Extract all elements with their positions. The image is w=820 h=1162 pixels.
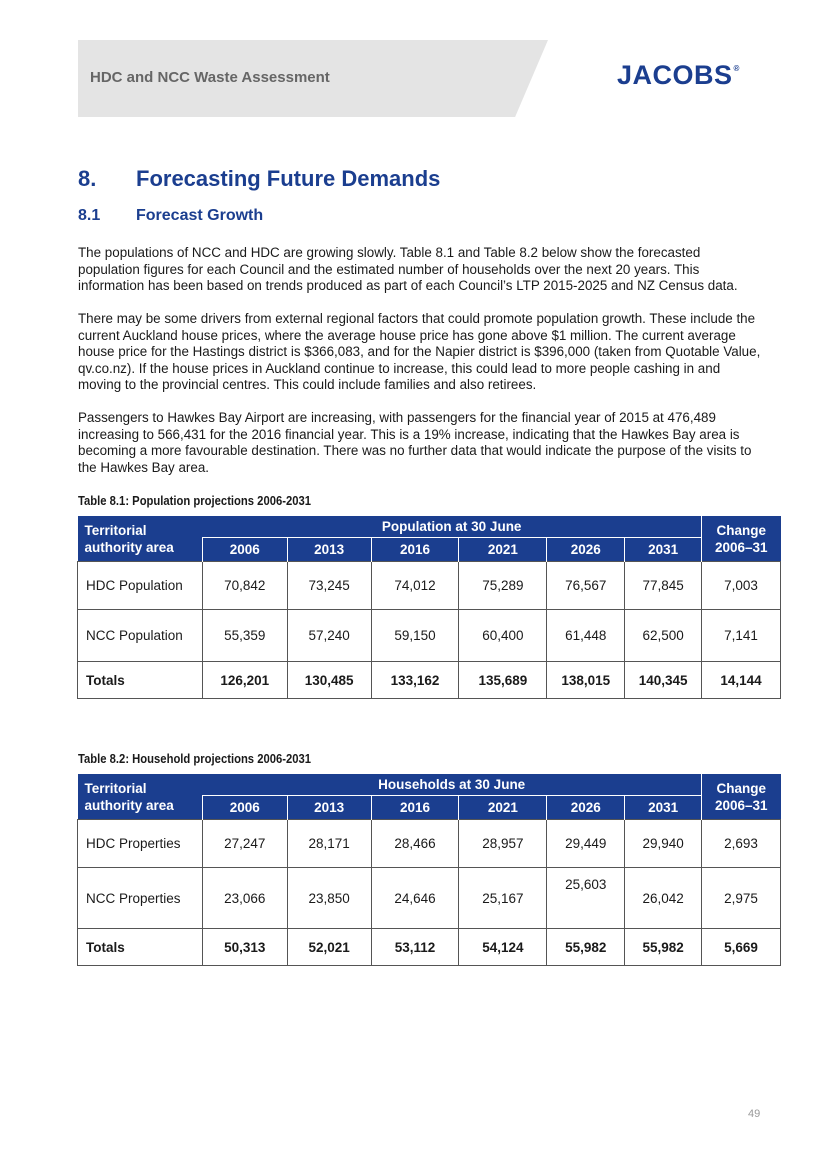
table-cell: 52,021	[287, 929, 371, 966]
change-cell: 2,693	[702, 820, 781, 868]
table-cell: 54,124	[459, 929, 547, 966]
population-table	[77, 516, 781, 699]
table-cell: 75,289	[459, 562, 547, 610]
change-cell: 7,141	[702, 610, 781, 662]
table-cell: 77,845	[625, 562, 702, 610]
row-label: HDC Population	[78, 562, 203, 610]
table-cell: 60,400	[459, 610, 547, 662]
subsection-title: Forecast Growth	[136, 207, 264, 224]
table-cell: 126,201	[202, 662, 287, 699]
document-header-title: HDC and NCC Waste Assessment	[90, 69, 330, 86]
table-row	[78, 868, 781, 929]
year-header: 2006	[202, 796, 287, 820]
table-cell: 53,112	[371, 929, 459, 966]
page-number: 49	[748, 1108, 761, 1120]
table-cell: 25,167	[459, 868, 547, 929]
row-label: Totals	[78, 662, 203, 699]
table-cell: 26,042	[625, 868, 702, 929]
table-cell: 50,313	[202, 929, 287, 966]
table-cell: 23,066	[202, 868, 287, 929]
table-cell: 70,842	[202, 562, 287, 610]
households-group-header: Households at 30 June	[202, 774, 701, 796]
change-cell: 14,144	[702, 662, 781, 699]
logo-text: JACOBS	[617, 60, 733, 90]
area-column-header: Territorial authority area	[78, 516, 203, 562]
year-header: 2016	[371, 538, 459, 562]
year-header: 2021	[459, 796, 547, 820]
change-column-header: Change 2006–31	[702, 516, 781, 562]
subsection-number: 8.1	[78, 207, 101, 224]
table-cell: 61,448	[547, 610, 625, 662]
section-number: 8.	[78, 166, 97, 191]
household-table	[77, 774, 781, 966]
table-cell: 23,850	[287, 868, 371, 929]
table-cell: 76,567	[547, 562, 625, 610]
paragraph-drivers: There may be some drivers from external regional factors that could promote population growth. These include the current Auckland house prices, where the average house price has gone above $1 million. The current average house price for the Hastings district is $366,083, and for the Napier district is $396,000 (taken from Quotable Value, qv.co.nz). If the house prices in Auckland continue to increase, this could lead to more people cashing in and moving to the provincial centres. This could include families and also retirees.	[78, 311, 761, 392]
paragraph-airport: Passengers to Hawkes Bay Airport are increasing, with passengers for the financial year of 2015 at 476,489 increasing to 566,431 for the 2016 financial year. This is a 19% increase, indicating that the Hawkes Bay area is becoming a more favourable destination. There was no further data that would indicate the purpose of the visits to the Hawkes Bay area.	[78, 410, 752, 475]
table-cell: 62,500	[625, 610, 702, 662]
table-cell: 140,345	[625, 662, 702, 699]
year-header: 2026	[547, 796, 625, 820]
section-title: Forecasting Future Demands	[136, 166, 441, 191]
table-cell: 55,982	[625, 929, 702, 966]
totals-row	[78, 662, 781, 699]
table-cell: 133,162	[371, 662, 459, 699]
change-cell: 7,003	[702, 562, 781, 610]
year-header: 2016	[371, 796, 459, 820]
table-row	[78, 562, 781, 610]
population-group-header: Population at 30 June	[202, 516, 701, 538]
registered-mark: ®	[733, 64, 740, 73]
table1-caption: Table 8.1: Population projections 2006-2031	[78, 494, 311, 508]
row-label: NCC Population	[78, 610, 203, 662]
year-header: 2031	[625, 796, 702, 820]
table-cell: 28,466	[371, 820, 459, 868]
table-cell: 130,485	[287, 662, 371, 699]
row-label: NCC Properties	[78, 868, 203, 929]
year-header: 2013	[287, 538, 371, 562]
table-cell: 59,150	[371, 610, 459, 662]
table-cell: 55,359	[202, 610, 287, 662]
table-cell: 29,940	[625, 820, 702, 868]
table-cell: 24,646	[371, 868, 459, 929]
table-cell: 28,957	[459, 820, 547, 868]
table-cell: 138,015	[547, 662, 625, 699]
subsection-heading	[78, 207, 263, 225]
year-header: 2021	[459, 538, 547, 562]
table-cell: 135,689	[459, 662, 547, 699]
table-row	[78, 610, 781, 662]
table-cell: 28,171	[287, 820, 371, 868]
change-cell: 5,669	[702, 929, 781, 966]
area-column-header: Territorial authority area	[78, 774, 203, 820]
totals-row	[78, 929, 781, 966]
year-header: 2026	[547, 538, 625, 562]
year-header: 2013	[287, 796, 371, 820]
table-cell: 74,012	[371, 562, 459, 610]
year-header: 2031	[625, 538, 702, 562]
table2-caption: Table 8.2: Household projections 2006-2031	[78, 752, 312, 766]
table-cell: 25,603	[547, 868, 625, 929]
year-header: 2006	[202, 538, 287, 562]
change-cell: 2,975	[702, 868, 781, 929]
change-column-header: Change 2006–31	[702, 774, 781, 820]
paragraph-population: The populations of NCC and HDC are growing slowly. Table 8.1 and Table 8.2 below show the forecasted population figures for each Council and the estimated number of households over the next 20 years. This information has been based on trends produced as part of each Council’s LTP 2015-2025 and NZ Census data.	[78, 245, 738, 293]
table-cell: 29,449	[547, 820, 625, 868]
table-cell: 73,245	[287, 562, 371, 610]
jacobs-logo	[617, 60, 740, 91]
table-cell: 55,982	[547, 929, 625, 966]
table-cell: 27,247	[202, 820, 287, 868]
section-heading	[78, 166, 440, 192]
table-row	[78, 820, 781, 868]
row-label: Totals	[78, 929, 203, 966]
table-cell: 57,240	[287, 610, 371, 662]
row-label: HDC Properties	[78, 820, 203, 868]
